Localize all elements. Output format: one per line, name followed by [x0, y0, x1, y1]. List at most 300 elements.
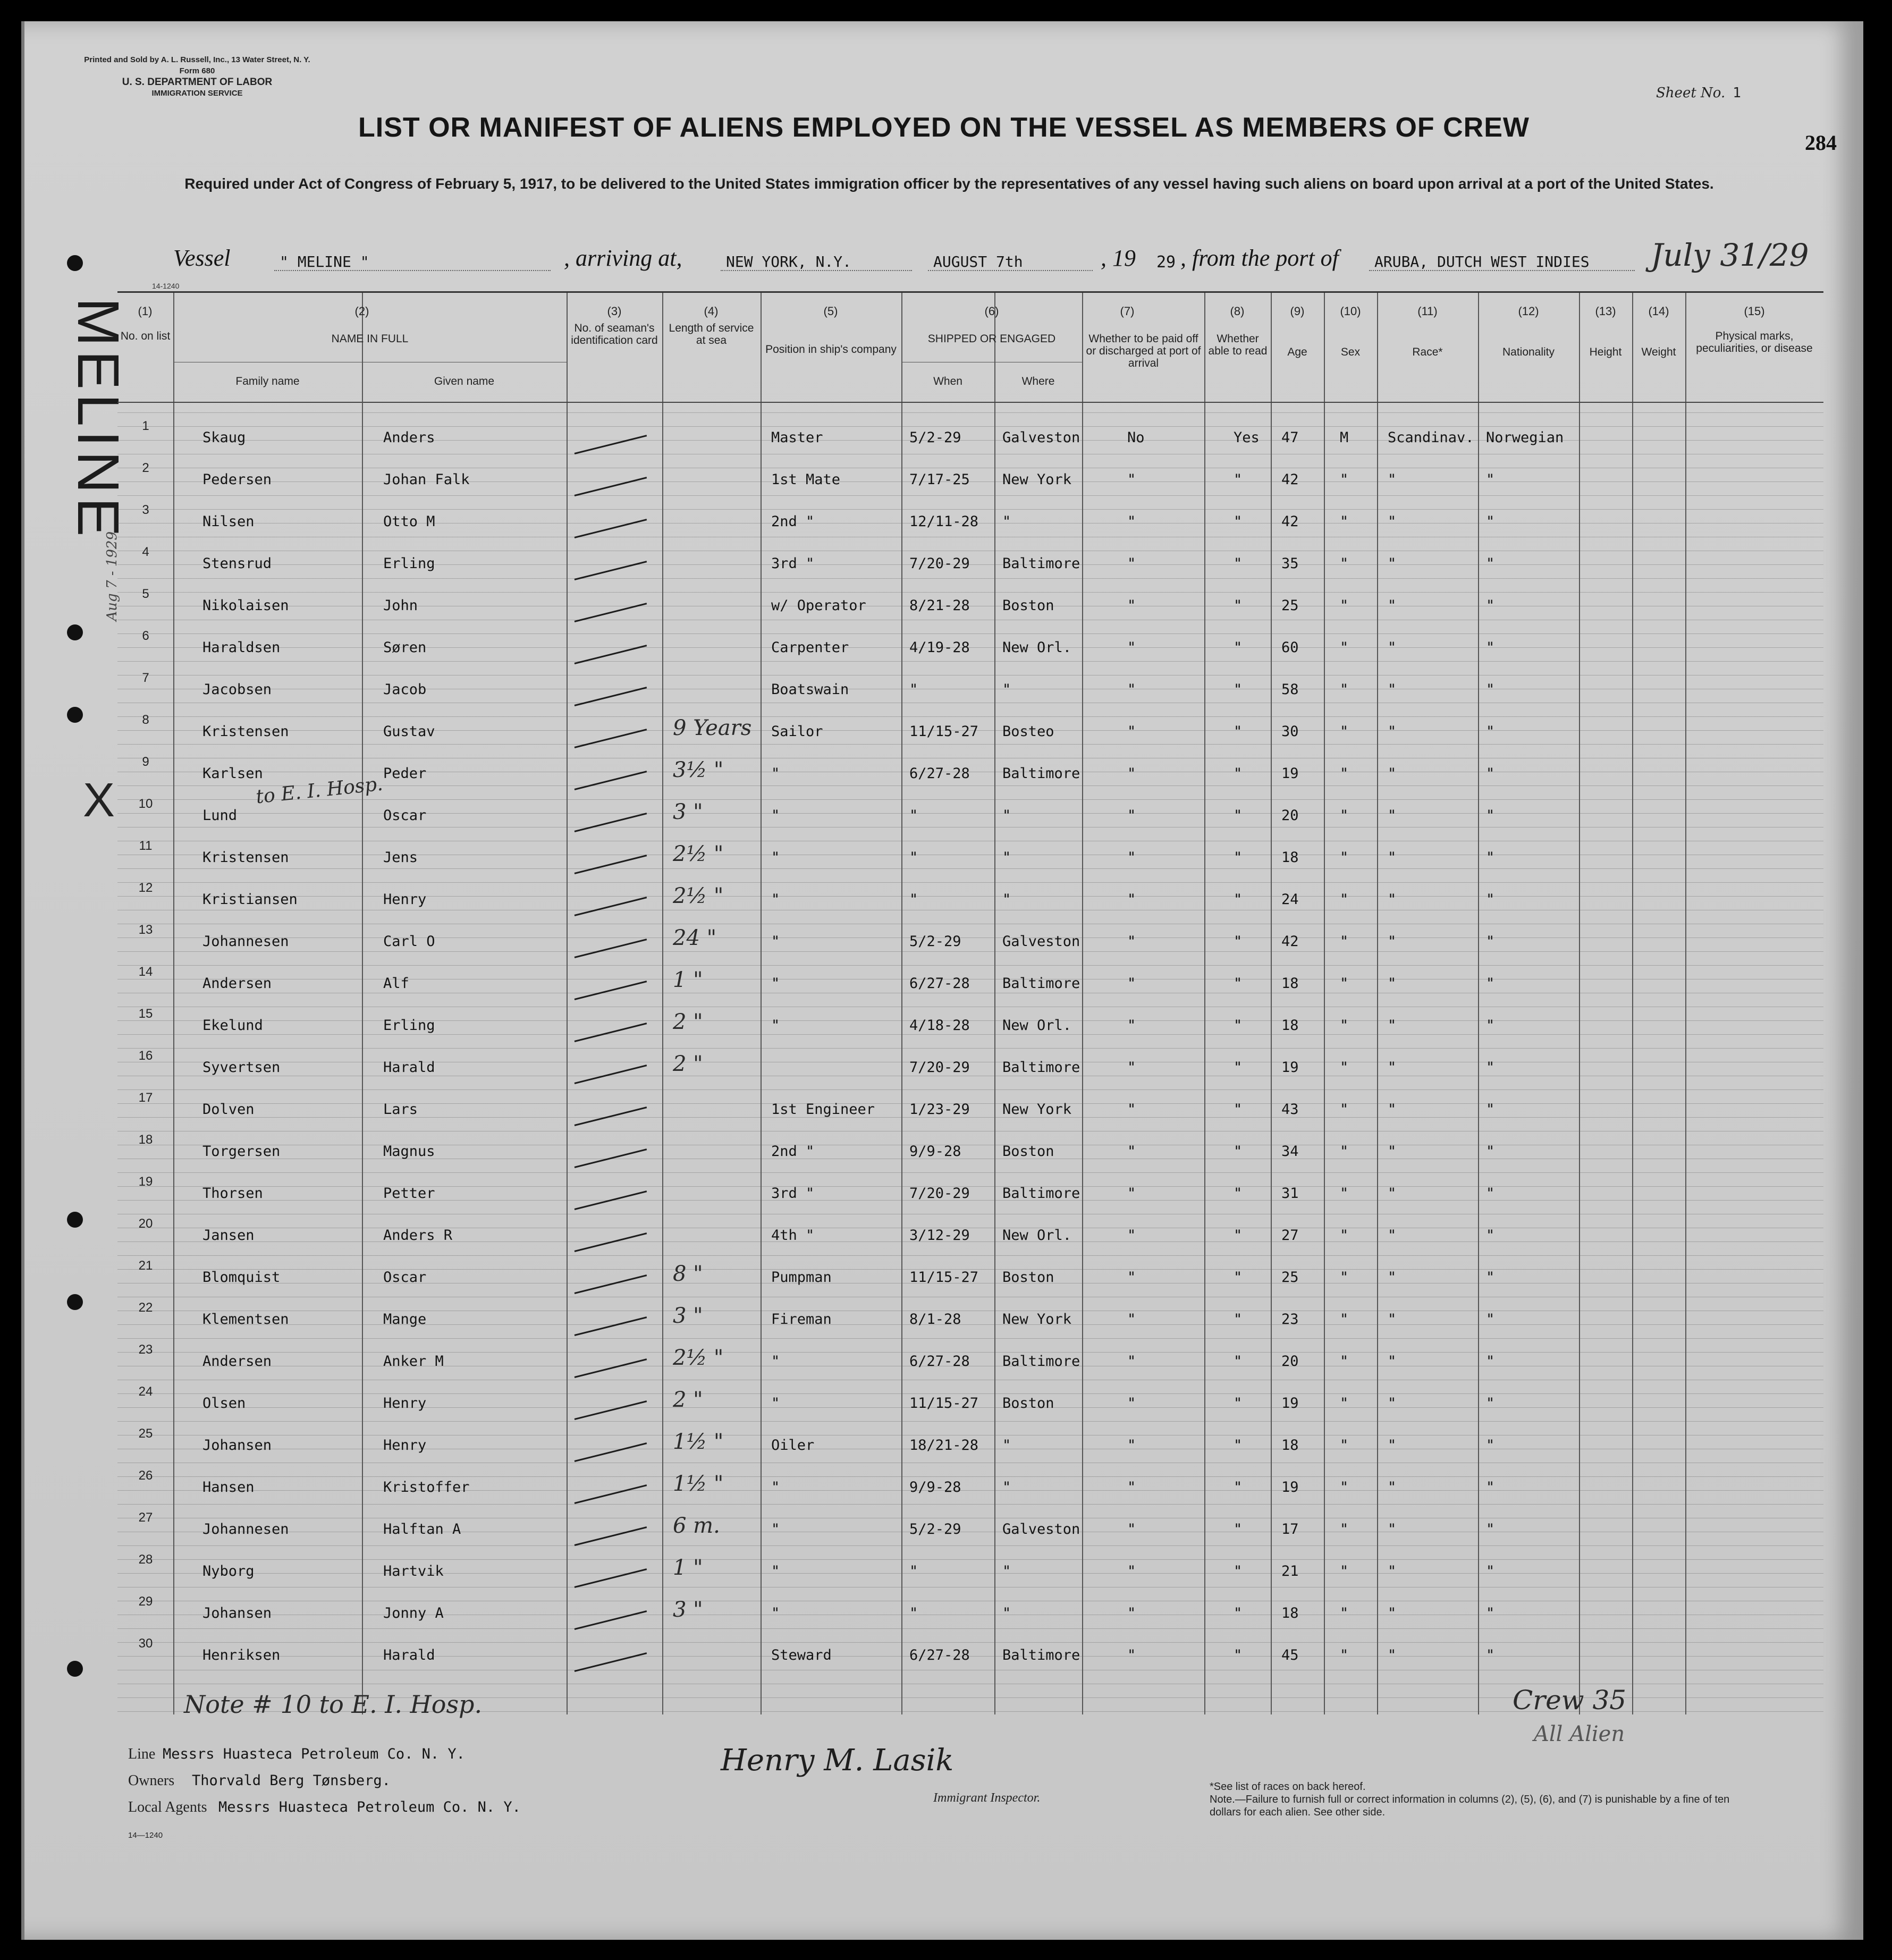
cell-family: Johannesen [202, 1521, 289, 1537]
cell-where: Galveston [1002, 933, 1080, 950]
cell-nationality: " [1486, 1353, 1495, 1370]
header-race: Race* [1412, 346, 1443, 358]
races-note [1210, 1780, 1741, 1819]
cell-service: 3 " [673, 1598, 703, 1622]
cell-position: " [771, 1479, 780, 1496]
cell-family: Nikolaisen [202, 597, 289, 614]
row-number: 10 [138, 797, 153, 811]
cell-given: Peder [383, 765, 427, 782]
cell-read: " [1234, 1563, 1243, 1579]
cell-race: " [1388, 1143, 1397, 1160]
cell-nationality: " [1486, 681, 1495, 698]
cell-position: Steward [771, 1647, 832, 1663]
handwritten-date: July 31/29 [1651, 237, 1809, 273]
cell-when: 8/1-28 [909, 1311, 961, 1328]
crew-table [117, 291, 1823, 1714]
cell-read: " [1234, 933, 1243, 950]
cell-nationality: " [1486, 1143, 1495, 1160]
cell-service: 8 " [673, 1262, 703, 1286]
cell-position: Pumpman [771, 1269, 832, 1286]
table-row [117, 1049, 1823, 1094]
cell-age: 47 [1281, 429, 1299, 446]
cell-when: 11/15-27 [909, 723, 979, 740]
cell-given: Otto M [383, 513, 435, 530]
cell-sex: " [1340, 1227, 1349, 1244]
header-when: When [933, 375, 962, 387]
cell-where: Boston [1002, 1395, 1054, 1412]
row-number: 17 [138, 1091, 153, 1105]
cell-read: " [1234, 555, 1243, 572]
cell-service: 3½ " [673, 758, 724, 782]
agents-label: Local Agents [128, 1799, 207, 1815]
id-card-stroke [575, 855, 647, 874]
cell-where: " [1002, 1605, 1011, 1621]
cell-age: 25 [1281, 597, 1299, 614]
cell-age: 58 [1281, 681, 1299, 698]
row10-note: to E. I. Hosp. [255, 773, 384, 808]
cell-nationality: " [1486, 933, 1495, 950]
cell-service: 2 " [673, 1388, 703, 1412]
cell-age: 24 [1281, 891, 1299, 908]
id-card-stroke [575, 1400, 647, 1420]
cell-where: Bosteo [1002, 723, 1054, 740]
cell-nationality: " [1486, 1101, 1495, 1118]
table-row [117, 839, 1823, 884]
cell-family: Ekelund [202, 1017, 263, 1034]
cell-when: 6/27-28 [909, 1353, 970, 1370]
cell-race: " [1388, 723, 1397, 740]
row-number: 11 [139, 839, 153, 853]
cell-service: 2½ " [673, 842, 724, 866]
table-row [117, 797, 1823, 842]
id-card-stroke [575, 561, 647, 580]
cell-where: " [1002, 1563, 1011, 1579]
cell-family: Kristensen [202, 849, 289, 866]
cell-race: " [1388, 1269, 1397, 1286]
cell-service: 9 Years [673, 716, 752, 740]
cell-age: 23 [1281, 1311, 1299, 1328]
cell-nationality: " [1486, 1269, 1495, 1286]
cell-race: " [1388, 1353, 1397, 1370]
cell-read: " [1234, 849, 1243, 866]
cell-where: Boston [1002, 1269, 1054, 1286]
cell-position: " [771, 933, 780, 950]
row-number: 25 [138, 1426, 153, 1441]
header-id-card: No. of seaman's identification card [571, 322, 658, 347]
cell-sex: " [1340, 1185, 1349, 1202]
id-card-stroke [575, 1526, 647, 1546]
cell-paid: " [1127, 1269, 1136, 1286]
binder-hole [67, 1294, 83, 1310]
cell-where: " [1002, 1479, 1011, 1496]
cell-sex: " [1340, 681, 1349, 698]
row-number: 12 [138, 881, 153, 895]
row-number: 8 [142, 713, 149, 727]
cell-nationality: " [1486, 1521, 1495, 1537]
margin-x-mark: X [83, 774, 115, 827]
cell-sex: " [1340, 1101, 1349, 1118]
id-card-stroke [575, 645, 647, 664]
form-code-bottom: 14—1240 [128, 1831, 163, 1840]
cell-nationality: " [1486, 1437, 1495, 1454]
cell-paid: " [1127, 513, 1136, 530]
cell-nationality: " [1486, 639, 1495, 656]
id-card-stroke [575, 1274, 647, 1294]
column-number: (15) [1744, 305, 1765, 318]
cell-where: New York [1002, 1311, 1072, 1328]
header-shipped: SHIPPED OR ENGAGED [927, 333, 1056, 345]
cell-family: Dolven [202, 1101, 255, 1118]
column-number: (13) [1595, 305, 1616, 318]
row-number: 23 [138, 1342, 153, 1357]
cell-position: Carpenter [771, 639, 849, 656]
id-card-stroke [575, 729, 647, 748]
header-divider [117, 402, 1823, 403]
cell-age: 18 [1281, 1605, 1299, 1621]
cell-family: Olsen [202, 1395, 246, 1412]
header-weight: Weight [1641, 346, 1676, 358]
cell-when: 3/12-29 [909, 1227, 970, 1244]
cell-position: " [771, 1017, 780, 1034]
cell-nationality: " [1486, 975, 1495, 992]
header-height: Height [1589, 346, 1622, 358]
cell-position: Oiler [771, 1437, 815, 1454]
cell-given: Mange [383, 1311, 427, 1328]
cell-paid: " [1127, 1605, 1136, 1621]
cell-age: 30 [1281, 723, 1299, 740]
column-number: (7) [1120, 305, 1135, 318]
id-card-stroke [575, 981, 647, 1000]
id-card-stroke [575, 939, 647, 958]
cell-paid: " [1127, 681, 1136, 698]
cell-where: Boston [1002, 597, 1054, 614]
header-family-name: Family name [235, 375, 300, 387]
cell-given: Johan Falk [383, 471, 470, 488]
cell-sex: " [1340, 975, 1349, 992]
owners-label: Owners [128, 1772, 175, 1789]
cell-read: " [1234, 723, 1243, 740]
cell-family: Skaug [202, 429, 246, 446]
cell-sex: " [1340, 1269, 1349, 1286]
id-card-stroke [575, 435, 647, 454]
crew-total: Crew 35 [1513, 1685, 1627, 1716]
cell-nationality: " [1486, 597, 1495, 614]
cell-age: 18 [1281, 1437, 1299, 1454]
column-number: (4) [704, 305, 719, 318]
cell-race: " [1388, 1437, 1397, 1454]
table-row [117, 1342, 1823, 1388]
cell-family: Blomquist [202, 1269, 281, 1286]
cell-when: 5/2-29 [909, 933, 961, 950]
cell-sex: " [1340, 849, 1349, 866]
manifest-sheet [21, 21, 1863, 1940]
arrival-date: AUGUST 7th [933, 253, 1023, 271]
cell-when: " [909, 807, 918, 824]
cell-where: New Orl. [1002, 639, 1072, 656]
table-row [117, 587, 1823, 632]
binder-hole [67, 255, 83, 271]
cell-paid: " [1127, 1017, 1136, 1034]
cell-paid: " [1127, 1227, 1136, 1244]
table-row [117, 1594, 1823, 1640]
form-code-top: 14-1240 [152, 282, 180, 290]
cell-race: " [1388, 975, 1397, 992]
cell-given: Anders R [383, 1227, 453, 1244]
cell-family: Pedersen [202, 471, 272, 488]
cell-race: " [1388, 1185, 1397, 1202]
cell-given: John [383, 597, 418, 614]
row-number: 9 [142, 755, 149, 769]
cell-age: 19 [1281, 1479, 1299, 1496]
table-row [117, 923, 1823, 968]
cell-sex: " [1340, 639, 1349, 656]
cell-read: " [1234, 1017, 1243, 1034]
cell-race: " [1388, 1395, 1397, 1412]
cell-position: " [771, 807, 780, 824]
cell-service: 1½ " [673, 1430, 724, 1454]
row-number: 14 [138, 965, 153, 979]
cell-where: Baltimore [1002, 975, 1080, 992]
column-number: (8) [1230, 305, 1245, 318]
cell-read: " [1234, 639, 1243, 656]
cell-race: " [1388, 1017, 1397, 1034]
cell-service: 1½ " [673, 1472, 724, 1496]
row-number: 21 [138, 1258, 153, 1273]
cell-sex: " [1340, 597, 1349, 614]
cell-position: " [771, 1353, 780, 1370]
cell-paid: " [1127, 1353, 1136, 1370]
ruling-line [117, 412, 1823, 413]
cell-when: 4/18-28 [909, 1017, 970, 1034]
row-number: 3 [142, 503, 149, 517]
cell-sex: M [1340, 429, 1349, 446]
cell-nationality: " [1486, 1185, 1495, 1202]
table-row [117, 629, 1823, 674]
cell-position: " [771, 1605, 780, 1621]
cell-age: 18 [1281, 849, 1299, 866]
cell-paid: " [1127, 597, 1136, 614]
cell-paid: " [1127, 1059, 1136, 1076]
cell-nationality: " [1486, 1479, 1495, 1496]
header-marks: Physical marks, peculiarities, or disease [1696, 330, 1813, 354]
cell-sex: " [1340, 933, 1349, 950]
cell-family: Lund [202, 807, 238, 824]
cell-given: Henry [383, 891, 427, 908]
column-number: (6) [984, 305, 999, 318]
cell-read: " [1234, 1647, 1243, 1663]
cell-race: " [1388, 891, 1397, 908]
cell-position: " [771, 849, 780, 866]
cell-when: 11/15-27 [909, 1395, 979, 1412]
cell-family: Henriksen [202, 1647, 281, 1663]
cell-nationality: " [1486, 1605, 1495, 1621]
cell-age: 27 [1281, 1227, 1299, 1244]
sheet-number [1656, 85, 1741, 101]
id-card-stroke [575, 603, 647, 622]
row-number: 30 [138, 1636, 153, 1651]
cell-when: 11/15-27 [909, 1269, 979, 1286]
cell-family: Jacobsen [202, 681, 272, 698]
table-row [117, 881, 1823, 926]
row-number: 15 [138, 1007, 153, 1021]
cell-where: " [1002, 1437, 1011, 1454]
from-port: ARUBA, DUTCH WEST INDIES [1374, 253, 1590, 271]
id-card-stroke [575, 1232, 647, 1252]
cell-paid: " [1127, 975, 1136, 992]
cell-service: 6 m. [673, 1514, 720, 1538]
cell-family: Andersen [202, 975, 272, 992]
margin-stamp: Aug 7 - 1929 [104, 531, 120, 621]
cell-paid: " [1127, 1143, 1136, 1160]
row-number: 26 [138, 1468, 153, 1483]
id-card-stroke [575, 687, 647, 706]
printer-block [83, 54, 311, 99]
cell-race: " [1388, 765, 1397, 782]
cell-race: " [1388, 849, 1397, 866]
cell-paid: " [1127, 1647, 1136, 1663]
cell-read: " [1234, 1311, 1243, 1328]
cell-read: " [1234, 1101, 1243, 1118]
cell-when: 7/20-29 [909, 1059, 970, 1076]
cell-position: 3rd " [771, 1185, 815, 1202]
id-card-stroke [575, 813, 647, 832]
cell-given: Carl O [383, 933, 435, 950]
cell-where: Baltimore [1002, 1185, 1080, 1202]
binder-hole [67, 1212, 83, 1228]
row-number: 2 [142, 461, 149, 475]
year-prefix: , 19 [1101, 245, 1136, 271]
cell-race: " [1388, 1647, 1397, 1663]
penalty-note-text: Note.—Failure to furnish full or correct information in columns (2), (5), (6), and (7) is punishable by a fine of ten dollars for each alien. See other side. [1210, 1794, 1730, 1818]
cell-position: " [771, 1563, 780, 1579]
row-number: 13 [138, 923, 153, 937]
cell-position: Boatswain [771, 681, 849, 698]
cell-service: 2½ " [673, 1346, 724, 1370]
cell-service: 1 " [673, 968, 703, 992]
manifest-footer [24, 1685, 1863, 1934]
cell-age: 17 [1281, 1521, 1299, 1537]
cell-family: Thorsen [202, 1185, 263, 1202]
cell-service: 1 " [673, 1556, 703, 1580]
id-card-stroke [575, 1484, 647, 1504]
cell-paid: " [1127, 1437, 1136, 1454]
cell-age: 20 [1281, 807, 1299, 824]
cell-given: Magnus [383, 1143, 435, 1160]
cell-where: New York [1002, 1101, 1072, 1118]
cell-nationality: " [1486, 1647, 1495, 1663]
cell-nationality: " [1486, 1563, 1495, 1579]
column-number: (11) [1417, 305, 1438, 318]
cell-when: 7/20-29 [909, 555, 970, 572]
cell-age: 25 [1281, 1269, 1299, 1286]
cell-where: Baltimore [1002, 765, 1080, 782]
cell-when: 1/23-29 [909, 1101, 970, 1118]
cell-where: New Orl. [1002, 1227, 1072, 1244]
races-note-text: *See list of races on back hereof. [1210, 1781, 1366, 1793]
margin-vessel-name: MELINE [65, 298, 131, 541]
cell-given: Anker M [383, 1353, 444, 1370]
cell-nationality: " [1486, 807, 1495, 824]
id-card-stroke [575, 1316, 647, 1336]
cell-family: Jansen [202, 1227, 255, 1244]
cell-read: " [1234, 1479, 1243, 1496]
table-row [117, 671, 1823, 716]
cell-read: " [1234, 765, 1243, 782]
arriving-label: , arriving at, [564, 245, 682, 271]
cell-sex: " [1340, 1395, 1349, 1412]
cell-given: Jonny A [383, 1605, 444, 1621]
cell-paid: " [1127, 555, 1136, 572]
cell-read: " [1234, 681, 1243, 698]
cell-service: 3 " [673, 1304, 703, 1328]
cell-race: " [1388, 1605, 1397, 1621]
cell-given: Halftan A [383, 1521, 461, 1537]
cell-family: Karlsen [202, 765, 263, 782]
cell-sex: " [1340, 513, 1349, 530]
cell-age: 42 [1281, 513, 1299, 530]
table-row [117, 1384, 1823, 1430]
cell-given: Alf [383, 975, 409, 992]
cell-sex: " [1340, 1479, 1349, 1496]
table-row [117, 713, 1823, 758]
cell-service: 2 " [673, 1010, 703, 1034]
page-number: 284 [1805, 131, 1837, 155]
cell-paid: " [1127, 1395, 1136, 1412]
cell-position: Fireman [771, 1311, 832, 1328]
header-able-read: Whether able to read [1208, 333, 1268, 357]
cell-age: 19 [1281, 1059, 1299, 1076]
cell-nationality: " [1486, 765, 1495, 782]
table-row [117, 419, 1823, 464]
page-subtitle: Required under Act of Congress of February 5, 1917, to be delivered to the United States immigration officer by the representatives of any vessel having such aliens on board upon arrival at a port of the United States. [184, 175, 1714, 192]
column-number: (10) [1340, 305, 1361, 318]
table-row [117, 1216, 1823, 1262]
bottom-note: Note # 10 to E. I. Hosp. [184, 1690, 483, 1719]
cell-race: " [1388, 471, 1397, 488]
cell-where: Baltimore [1002, 1353, 1080, 1370]
table-row [117, 1175, 1823, 1220]
cell-given: Henry [383, 1437, 427, 1454]
header-no-on-list: No. on list [120, 330, 171, 342]
cell-read: " [1234, 597, 1243, 614]
cell-race: " [1388, 1521, 1397, 1537]
cell-race: " [1388, 1227, 1397, 1244]
id-card-stroke [575, 1568, 647, 1588]
cell-when: " [909, 1563, 918, 1579]
cell-paid: " [1127, 849, 1136, 866]
cell-given: Erling [383, 555, 435, 572]
from-label: , from the port of [1180, 245, 1339, 271]
cell-family: Nilsen [202, 513, 255, 530]
cell-nationality: " [1486, 891, 1495, 908]
cell-given: Gustav [383, 723, 435, 740]
cell-family: Klementsen [202, 1311, 289, 1328]
cell-position: Sailor [771, 723, 823, 740]
vessel-line [173, 237, 1821, 276]
cell-where: " [1002, 849, 1011, 866]
cell-race: " [1388, 513, 1397, 530]
binder-hole [67, 707, 83, 723]
cell-given: Lars [383, 1101, 418, 1118]
cell-paid: " [1127, 765, 1136, 782]
cell-given: Jacob [383, 681, 427, 698]
cell-position: 1st Engineer [771, 1101, 875, 1118]
cell-when: 7/17-25 [909, 471, 970, 488]
cell-given: Harald [383, 1059, 435, 1076]
cell-position: " [771, 975, 780, 992]
cell-given: Harald [383, 1647, 435, 1663]
cell-race: " [1388, 639, 1397, 656]
